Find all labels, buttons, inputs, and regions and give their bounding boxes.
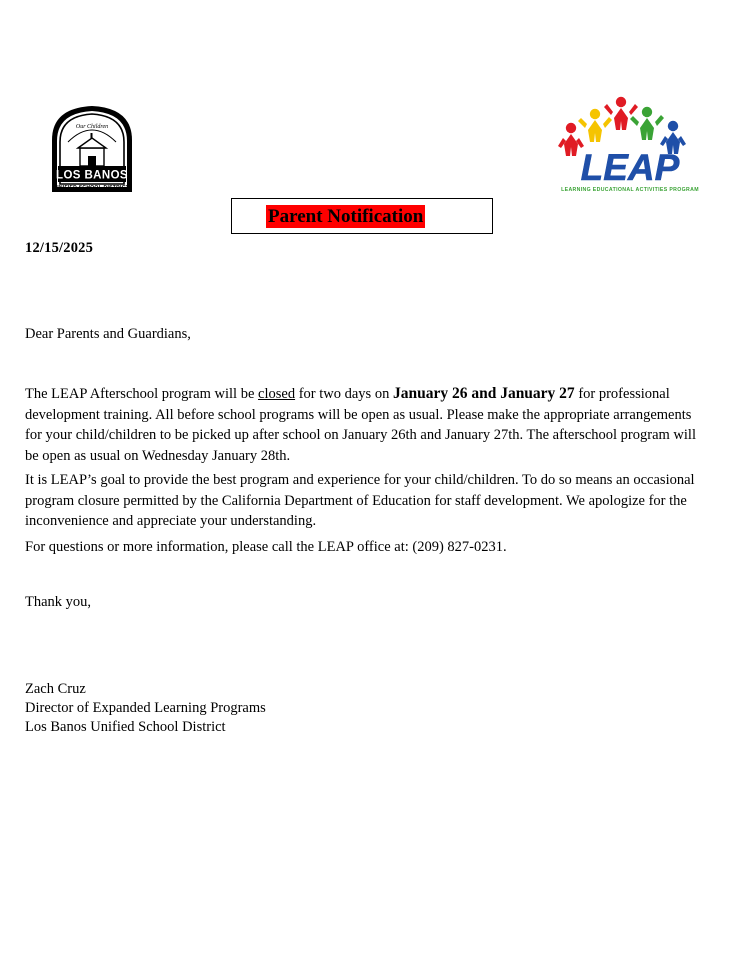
los-banos-unified-school-district-logo [44,100,140,196]
paragraph-program-goal: It is LEAP’s goal to provide the best program and experience for your child/children. To do so means an occasional program closure permitted by the California Department of Education for staff development. We apologize for the inconvenience and appreciate your understanding. [25,472,695,529]
svg-text:LOS BANOS: LOS BANOS [56,169,128,182]
page-title: Parent Notification [268,206,424,227]
letter-date: 12/15/2025 [25,240,94,256]
p1-part-1: The LEAP Afterschool program will be [25,386,259,402]
signature-title: Director of Expanded Learning Programs [25,700,266,716]
p1-part-2: for two days on [295,386,393,402]
paragraph-contact-info: For questions or more information, please call the LEAP office at: (209) 827-0231. [25,539,507,555]
signature-name: Zach Cruz [25,681,86,697]
p1-part-3: for professional development training. All before school programs will be open as usual. Please make the appropriate arrangements for your child/children to be picked up after school on January 26th and January 27th. The afterschool program will be open as usual on Wednesday January 28th. [25,386,696,464]
p1-underlined-closed: closed [258,386,296,402]
svg-text:LEARNING EDUCATIONAL ACTIVITIE: LEARNING EDUCATIONAL ACTIVITIES PROGRAM [561,187,699,193]
closing-line: Thank you, [25,594,92,610]
signature-block [25,680,266,737]
leap-logo [555,92,705,200]
paragraph-closure-notice [25,384,707,466]
salutation: Dear Parents and Guardians, [25,326,191,342]
svg-text:LEAP: LEAP [580,147,680,188]
svg-text:UNIFIED SCHOOL DISTRICT: UNIFIED SCHOOL DISTRICT [54,185,130,191]
parent-notification-title-box [231,198,493,234]
p1-bold-dates: January 26 and January 27 [392,385,575,402]
svg-text:Our Children: Our Children [75,124,109,130]
signature-organization: Los Banos Unified School District [25,719,226,735]
